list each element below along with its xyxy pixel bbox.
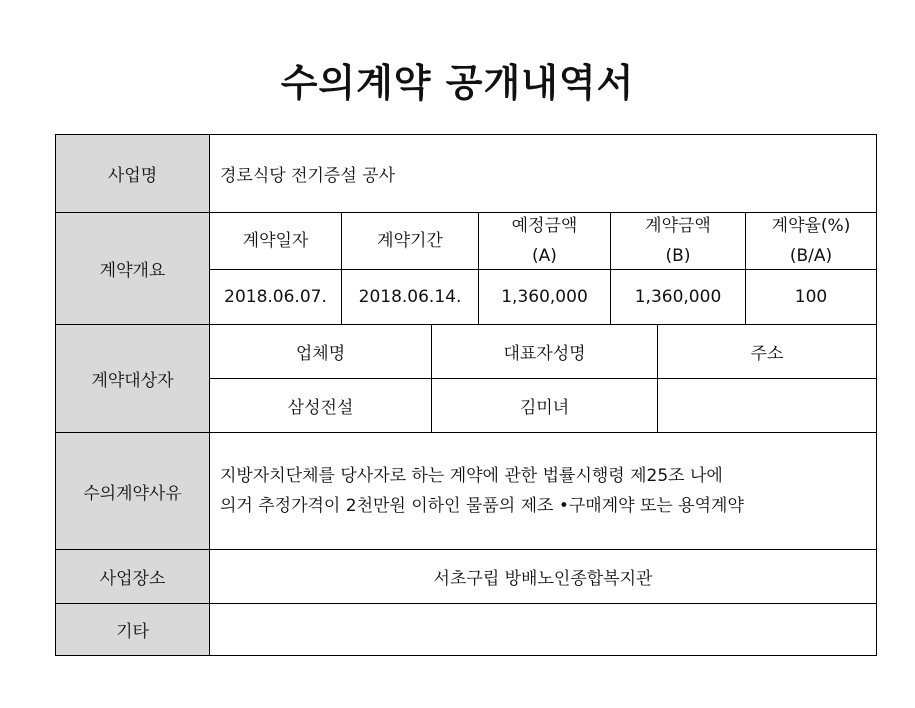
header-line1: 계약율(%) (771, 216, 851, 236)
header-line2: (B) (665, 246, 691, 266)
value-contract-amount: 1,360,000 (610, 269, 745, 324)
value-contract-date: 2018.06.07. (209, 269, 341, 324)
location-value: 서초구립 방배노인종합복지관 (209, 549, 876, 603)
value-estimated-amount: 1,360,000 (478, 269, 610, 324)
header-contract-period (341, 212, 478, 269)
reason-line-2: 의거 추정가격이 2천만원 이하인 물품의 제조 •구매계약 또는 용역계약 (220, 496, 744, 516)
header-line1: 계약기간 (377, 231, 443, 251)
value-contract-rate: 100 (745, 269, 876, 324)
label-etc: 기타 (56, 603, 209, 655)
project-name-value: 경로식당 전기증설 공사 (209, 135, 876, 212)
header-representative: 대표자성명 (431, 324, 657, 378)
value-contract-period: 2018.06.14. (341, 269, 478, 324)
disclosure-table (55, 134, 877, 656)
header-line1: 예정금액 (511, 216, 578, 236)
header-contract-rate (745, 212, 876, 269)
label-location: 사업장소 (56, 549, 209, 603)
header-estimated-amount (478, 212, 610, 269)
header-line1: 계약금액 (645, 216, 711, 236)
value-address (657, 378, 876, 432)
label-contractor: 계약대상자 (56, 324, 209, 432)
value-representative: 김미녀 (431, 378, 657, 432)
header-line2: (B/A) (789, 246, 833, 266)
header-line2: (A) (532, 246, 557, 266)
value-company-name: 삼성전설 (209, 378, 431, 432)
document-title: 수의계약 공개내역서 (280, 61, 635, 105)
header-address: 주소 (657, 324, 876, 378)
header-contract-date (209, 212, 341, 269)
etc-value (209, 603, 876, 655)
header-line1: 계약일자 (242, 231, 309, 251)
label-contract-overview: 계약개요 (56, 212, 209, 324)
reason-text (209, 432, 876, 549)
label-project-name: 사업명 (56, 135, 209, 212)
header-company-name: 업체명 (209, 324, 431, 378)
reason-line-1: 지방자치단체를 당사자로 하는 계약에 관한 법률시행령 제25조 나에 (220, 466, 723, 486)
label-reason: 수의계약사유 (56, 432, 209, 549)
header-contract-amount (610, 212, 745, 269)
